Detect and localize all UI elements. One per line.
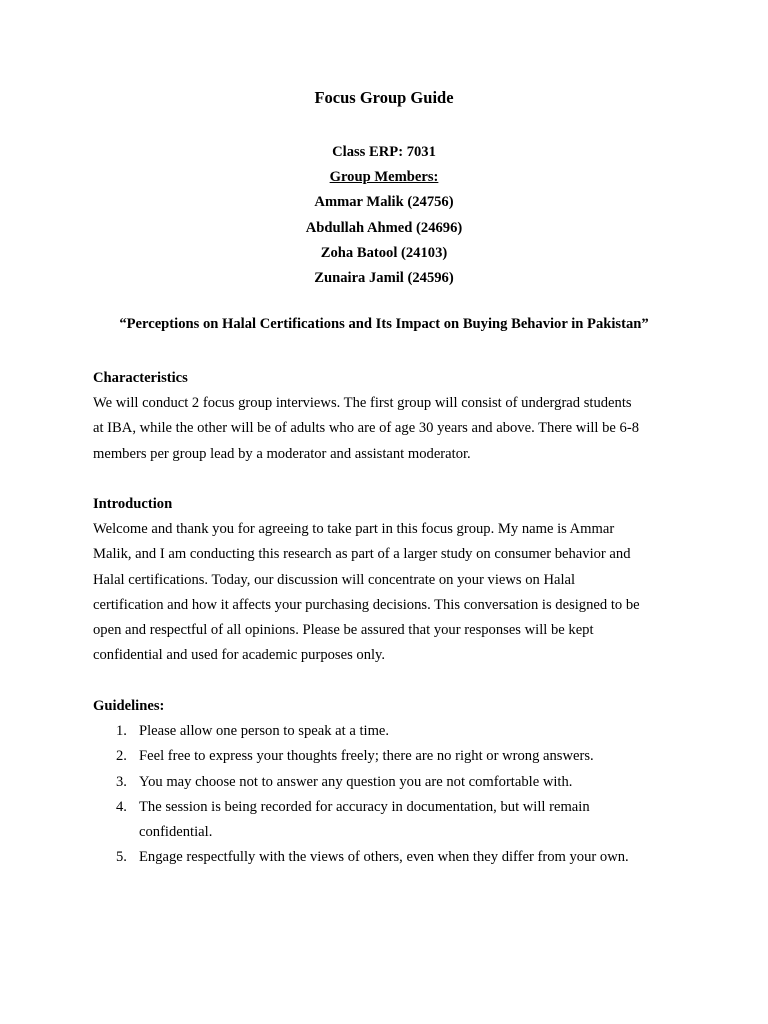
- list-item: [93, 845, 683, 870]
- list-item-text: confidential.: [139, 824, 213, 841]
- guidelines-heading: Guidelines:: [93, 698, 165, 714]
- characteristics-section: [93, 366, 683, 467]
- list-number: 5.: [116, 849, 127, 866]
- list-item-text: Please allow one person to speak at a time.: [139, 723, 390, 740]
- paragraph-line: at IBA, while the other will be of adults who are of age 30 years and above. There will be 6-8: [93, 420, 640, 437]
- document-title: Focus Group Guide: [314, 88, 454, 107]
- introduction-heading: Introduction: [93, 496, 173, 512]
- list-number: 3.: [116, 773, 127, 790]
- group-info: [0, 140, 768, 291]
- paragraph-line: Malik, and I am conducting this research as part of a larger study on consumer behavior and: [93, 546, 631, 563]
- list-number: 2.: [116, 748, 127, 765]
- member-name: Zoha Batool (24103): [320, 244, 448, 261]
- list-number: 1.: [116, 723, 127, 740]
- list-item-text: Engage respectfully with the views of others, even when they differ from your own.: [139, 849, 629, 866]
- paragraph-line: We will conduct 2 focus group interviews. The first group will consist of undergrad students: [93, 395, 632, 412]
- guidelines-list: [93, 719, 683, 870]
- list-item-text: Feel free to express your thoughts freely; there are no right or wrong answers.: [139, 748, 594, 765]
- paragraph-line: Halal certifications. Today, our discussion will concentrate on your views on Halal: [93, 571, 576, 588]
- members-heading: Group Members:: [329, 169, 439, 186]
- paragraph-line: confidential and used for academic purposes only.: [93, 647, 386, 664]
- class-line: Class ERP: 7031: [332, 144, 436, 160]
- member-name: Ammar Malik (24756): [314, 194, 454, 211]
- paragraph-line: Welcome and thank you for agreeing to take part in this focus group. My name is Ammar: [93, 521, 615, 538]
- research-title: “Perceptions on Halal Certifications and Its Impact on Buying Behavior in Pakistan”: [119, 316, 649, 332]
- list-item: [93, 795, 683, 845]
- member-name: Zunaira Jamil (24596): [314, 270, 454, 287]
- member-name: Abdullah Ahmed (24696): [305, 219, 463, 236]
- paragraph-line: members per group lead by a moderator and assistant moderator.: [93, 445, 471, 462]
- characteristics-heading: Characteristics: [93, 370, 188, 386]
- list-number: 4.: [116, 798, 127, 815]
- introduction-section: [93, 492, 683, 668]
- guidelines-section: [93, 694, 683, 870]
- paragraph-line: certification and how it affects your purchasing decisions. This conversation is designed to be: [93, 596, 640, 613]
- list-item: [93, 744, 683, 769]
- list-item: [93, 770, 683, 795]
- list-item-text: The session is being recorded for accuracy in documentation, but will remain: [139, 798, 590, 815]
- paragraph-line: open and respectful of all opinions. Please be assured that your responses will be kept: [93, 622, 594, 639]
- list-item-text: You may choose not to answer any question you are not comfortable with.: [139, 773, 573, 790]
- list-item: [93, 719, 683, 744]
